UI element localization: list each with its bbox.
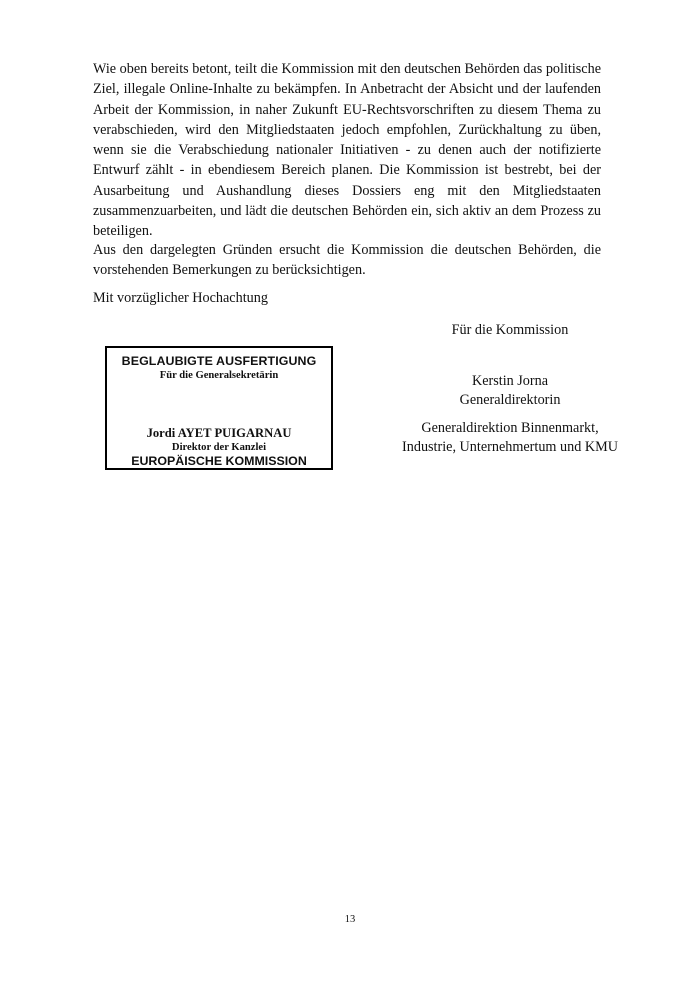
stamp-subtitle: Für die Generalsekretärin [159,370,279,381]
closing-salutation: Mit vorzüglicher Hochachtung [93,290,268,306]
directorate-block [380,419,640,456]
body-paragraph-2: Aus den dargelegten Gründen ersucht die Kommission die deutschen Behörden, die vorstehenden Bemerkungen zu berücksichtigen. [93,242,601,279]
page-number: 13 [344,914,356,925]
for-commission-label: Für die Kommission [451,322,569,338]
signatory-block [380,372,640,409]
stamp-name: Jordi AYET PUIGARNAU [146,426,292,440]
directorate-line-2: Industrie, Unternehmertum und KMU [402,438,618,455]
body-paragraph-1: Wie oben bereits betont, teilt die Kommission mit den deutschen Behörden das politische Ziel, illegale Online-Inhalte zu bekämpfen. In Anbetracht der Absicht und der laufenden Arbeit der Kommission, in naher Zukunft EU-Rechtsvorschriften zu diesem Thema zu verabschieden, wird den Mitgliedstaaten jedoch empfohlen, Zurückhaltung zu üben, wenn sie die Verabschiedung nationaler Initiativen - zu denen auch der notifizierte Entwurf zählt - in ebendiesem Bereich planen. Die Kommission ist bestrebt, bei der Ausarbeitung und Aushandlung dieses Dossiers eng mit den Mitgliedstaaten zusammenzuarbeiten, und lädt die deutschen Behörden ein, sich aktiv an dem Prozess zu beteiligen. [93,61,601,240]
directorate-line-1: Generaldirektion Binnenmarkt, [421,420,599,436]
stamp-title: BEGLAUBIGTE AUSFERTIGUNG [121,354,317,368]
signatory-title: Generaldirektorin [459,391,561,408]
stamp-role: Direktor der Kanzlei [171,442,267,453]
stamp-organisation: EUROPÄISCHE KOMMISSION [131,454,307,468]
certified-copy-stamp [105,346,333,470]
signatory-name: Kerstin Jorna [471,373,549,389]
